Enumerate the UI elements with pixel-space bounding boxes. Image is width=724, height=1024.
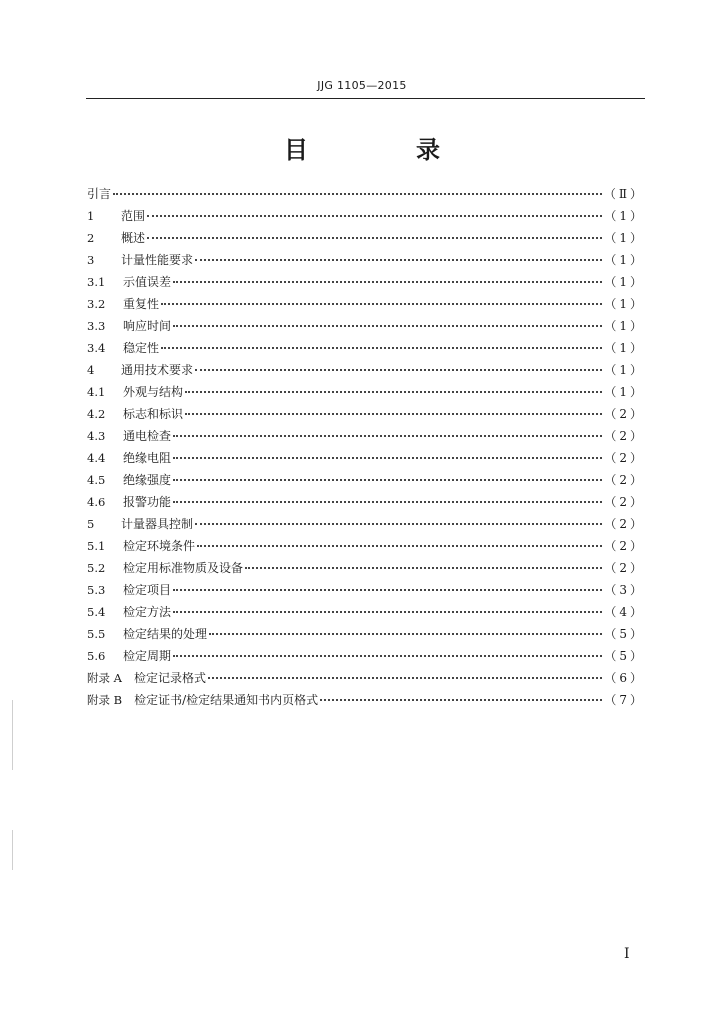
toc-entry-page: （5） [604,627,645,641]
toc-entry-number: 4.5 [87,473,106,487]
toc-entry-page: （2） [604,451,645,465]
toc-entry-number: 1 [87,209,95,223]
toc-entry-page: （2） [604,407,645,421]
toc-entry-page: （1） [604,385,645,399]
toc-entry[interactable] [87,579,645,601]
toc-entry[interactable] [87,359,645,381]
toc-leader-dots [245,557,602,569]
toc-leader-dots [195,513,602,525]
standard-code: JJG 1105—2015 [317,79,407,92]
toc-entry-label: 重复性 [123,297,160,311]
toc-entry[interactable] [87,249,645,271]
toc-entry-page: （1） [604,209,645,223]
toc-entry-label: 范围 [121,209,146,223]
toc-entry-page: （2） [604,429,645,443]
toc-entry[interactable] [87,381,645,403]
toc-leader-dots [209,623,602,635]
toc-leader-dots [161,293,602,305]
toc-entry[interactable] [87,337,645,359]
toc-entry[interactable] [87,535,645,557]
toc-entry[interactable] [87,293,645,315]
toc-entry-page: （1） [604,297,645,311]
toc-entry-page: （2） [604,539,645,553]
toc-leader-dots [161,337,602,349]
toc-entry-page: （1） [604,341,645,355]
toc-entry-page: （Ⅱ） [603,187,645,201]
toc-entry-label: 检定方法 [123,605,172,619]
toc-entry[interactable] [87,469,645,491]
toc-entry-number: 5.6 [87,649,106,663]
toc-entry-number: 附录 A [87,671,122,685]
toc-entry[interactable] [87,601,645,623]
toc-entry-number: 3.3 [87,319,106,333]
toc-leader-dots [173,491,602,503]
toc-entry-number: 5.3 [87,583,106,597]
toc-entry-number: 5.1 [87,539,106,553]
toc-entry-number: 4.1 [87,385,106,399]
toc-entry-label: 示值误差 [123,275,172,289]
toc-entry-number: 4 [87,363,95,377]
toc-title: 目 录 [284,136,482,164]
toc-entry-number: 3 [87,253,95,267]
header-divider [86,98,645,99]
toc-entry-label: 检定结果的处理 [123,627,208,641]
toc-entry-number: 5 [87,517,95,531]
toc-leader-dots [173,425,602,437]
toc-entry-label: 标志和标识 [123,407,184,421]
toc-entry-label: 概述 [121,231,146,245]
toc-entry-label: 报警功能 [123,495,172,509]
toc-entry-label: 绝缘强度 [123,473,172,487]
toc-entry-page: （2） [604,473,645,487]
toc-entry[interactable] [87,271,645,293]
toc-entry-label: 外观与结构 [123,385,184,399]
toc-leader-dots [147,227,602,239]
scan-artifact [12,700,13,770]
toc-entry[interactable] [87,425,645,447]
toc-entry-label: 检定周期 [123,649,172,663]
toc-leader-dots [173,447,602,459]
toc-entry[interactable] [87,645,645,667]
page-number: Ⅰ [624,946,630,962]
toc-leader-dots [173,579,602,591]
toc-entry-label: 通电检查 [123,429,172,443]
toc-entry-page: （7） [604,693,645,707]
toc-entry[interactable] [87,205,645,227]
toc-entry-label: 检定证书/检定结果通知书内页格式 [134,693,319,707]
toc-leader-dots [195,249,602,261]
toc-entry-page: （1） [604,231,645,245]
toc-leader-dots [173,469,602,481]
toc-entry-number: 4.3 [87,429,106,443]
toc-entry-page: （1） [604,275,645,289]
toc-entry-number: 4.2 [87,407,106,421]
toc-entry[interactable] [87,403,645,425]
toc-leader-dots [113,183,602,195]
toc-entry-number: 5.5 [87,627,106,641]
toc-entry-label: 计量器具控制 [121,517,194,531]
toc-entry-page: （6） [604,671,645,685]
toc-leader-dots [208,667,602,679]
toc-entry-number: 附录 B [87,693,123,707]
toc-entry-label: 稳定性 [123,341,160,355]
toc-leader-dots [173,271,602,283]
toc-entry-label: 检定记录格式 [133,671,206,685]
toc-leader-dots [147,205,602,217]
toc-entry[interactable] [87,513,645,535]
toc-entry-label: 绝缘电阻 [123,451,172,465]
toc-entry-page: （1） [604,363,645,377]
toc-entry-number: 4.6 [87,495,106,509]
toc-entry-page: （5） [604,649,645,663]
toc-leader-dots [173,645,602,657]
toc-entry-number: 5.4 [87,605,106,619]
toc-entry[interactable] [87,557,645,579]
toc-entry-label: 响应时间 [123,319,172,333]
toc-leader-dots [195,359,602,371]
toc-entry-page: （1） [604,253,645,267]
scan-artifact [12,830,13,870]
toc-entry-page: （1） [604,319,645,333]
toc-leader-dots [320,689,602,701]
toc-leader-dots [173,601,602,613]
toc-leader-dots [185,381,602,393]
toc-entry-page: （3） [604,583,645,597]
toc-entry[interactable] [87,689,645,711]
toc-entry-label: 检定项目 [123,583,172,597]
toc-entry-label: 计量性能要求 [121,253,194,267]
toc-entry-number: 2 [87,231,95,245]
toc-entry-number: 3.1 [87,275,106,289]
toc-entry[interactable] [87,667,645,689]
toc-entry[interactable] [87,227,645,249]
toc-entry[interactable] [87,447,645,469]
toc-entry-label: 检定环境条件 [123,539,196,553]
toc-entry-label: 检定用标准物质及设备 [123,561,244,575]
toc-leader-dots [185,403,602,415]
toc-entry-label: 引言 [87,187,112,201]
toc-entry[interactable] [87,623,645,645]
toc-entry[interactable] [87,183,645,205]
toc-entry-page: （4） [604,605,645,619]
toc-entry-page: （2） [604,561,645,575]
toc-entry-label: 通用技术要求 [121,363,194,377]
toc-leader-dots [173,315,602,327]
toc-entry-number: 4.4 [87,451,106,465]
toc-entry[interactable] [87,491,645,513]
toc-entry-number: 3.2 [87,297,106,311]
toc-leader-dots [197,535,602,547]
table-of-contents [87,183,645,711]
toc-entry[interactable] [87,315,645,337]
toc-entry-page: （2） [604,495,645,509]
toc-entry-page: （2） [604,517,645,531]
toc-entry-number: 5.2 [87,561,106,575]
toc-entry-number: 3.4 [87,341,106,355]
